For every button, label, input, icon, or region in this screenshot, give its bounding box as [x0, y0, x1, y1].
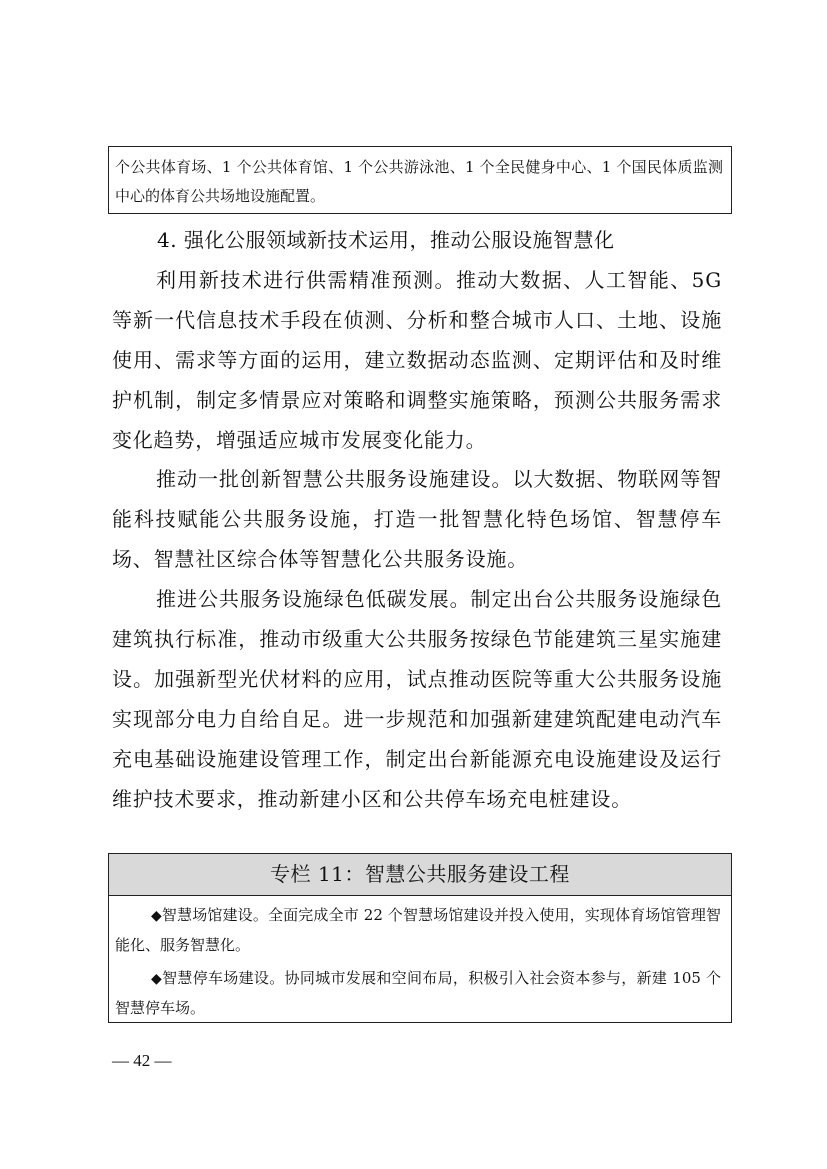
column-item-text: 智慧停车场建设。协同城市发展和空间布局，积极引入社会资本参与，新建 105 个智慧停车场。	[115, 969, 721, 1017]
column-item-smart-parking	[115, 964, 721, 1023]
diamond-bullet-icon: ◆	[151, 971, 163, 987]
section-heading: 4. 强化公服领域新技术运用，推动公服设施智慧化	[157, 228, 615, 252]
paragraph-demand-forecast: 利用新技术进行供需精准预测。推动大数据、人工智能、5G等新一代信息技术手段在侦测、分析和整合城市人口、土地、设施使用、需求等方面的运用，建立数据动态监测、定期评估和及时维护机制，制定多情景应对策略和调整实施策略，预测公共服务需求变化趋势，增强适应城市发展变化能力。	[112, 268, 722, 452]
paragraph-smart-facilities: 推动一批创新智慧公共服务设施建设。以大数据、物联网等智能科技赋能公共服务设施，打造一批智慧化特色场馆、智慧停车场、智慧社区综合体等智慧化公共服务设施。	[112, 467, 722, 571]
continued-text-box	[108, 146, 732, 214]
column-item-text: 智慧场馆建设。全面完成全市 22 个智慧场馆建设并投入使用，实现体育场馆管理智能化、服务智慧化。	[115, 906, 721, 954]
continued-box-text: 个公共体育场、1 个公共体育馆、1 个公共游泳池、1 个全民健身中心、1 个国民体质监测中心的体育公共场地设施配置。	[115, 158, 723, 205]
paragraph-green-low-carbon: 推进公共服务设施绿色低碳发展。制定出台公共服务设施绿色建筑执行标准，推动市级重大公共服务按绿色节能建筑三星实施建设。加强新型光伏材料的应用，试点推动医院等重大公共服务设施实现部分电力自给自足。进一步规范和加强新建建筑配建电动汽车充电基础设施建设管理工作，制定出台新能源充电设施建设及运行维护技术要求，推动新建小区和公共停车场充电桩建设。	[112, 587, 722, 811]
column-box-title: 专栏 11：智慧公共服务建设工程	[109, 854, 731, 896]
column-box	[108, 853, 732, 1023]
page-number: — 42 —	[112, 1051, 172, 1070]
column-item-smart-venues	[115, 901, 721, 960]
diamond-bullet-icon: ◆	[151, 908, 162, 924]
column-box-body	[109, 896, 731, 1023]
